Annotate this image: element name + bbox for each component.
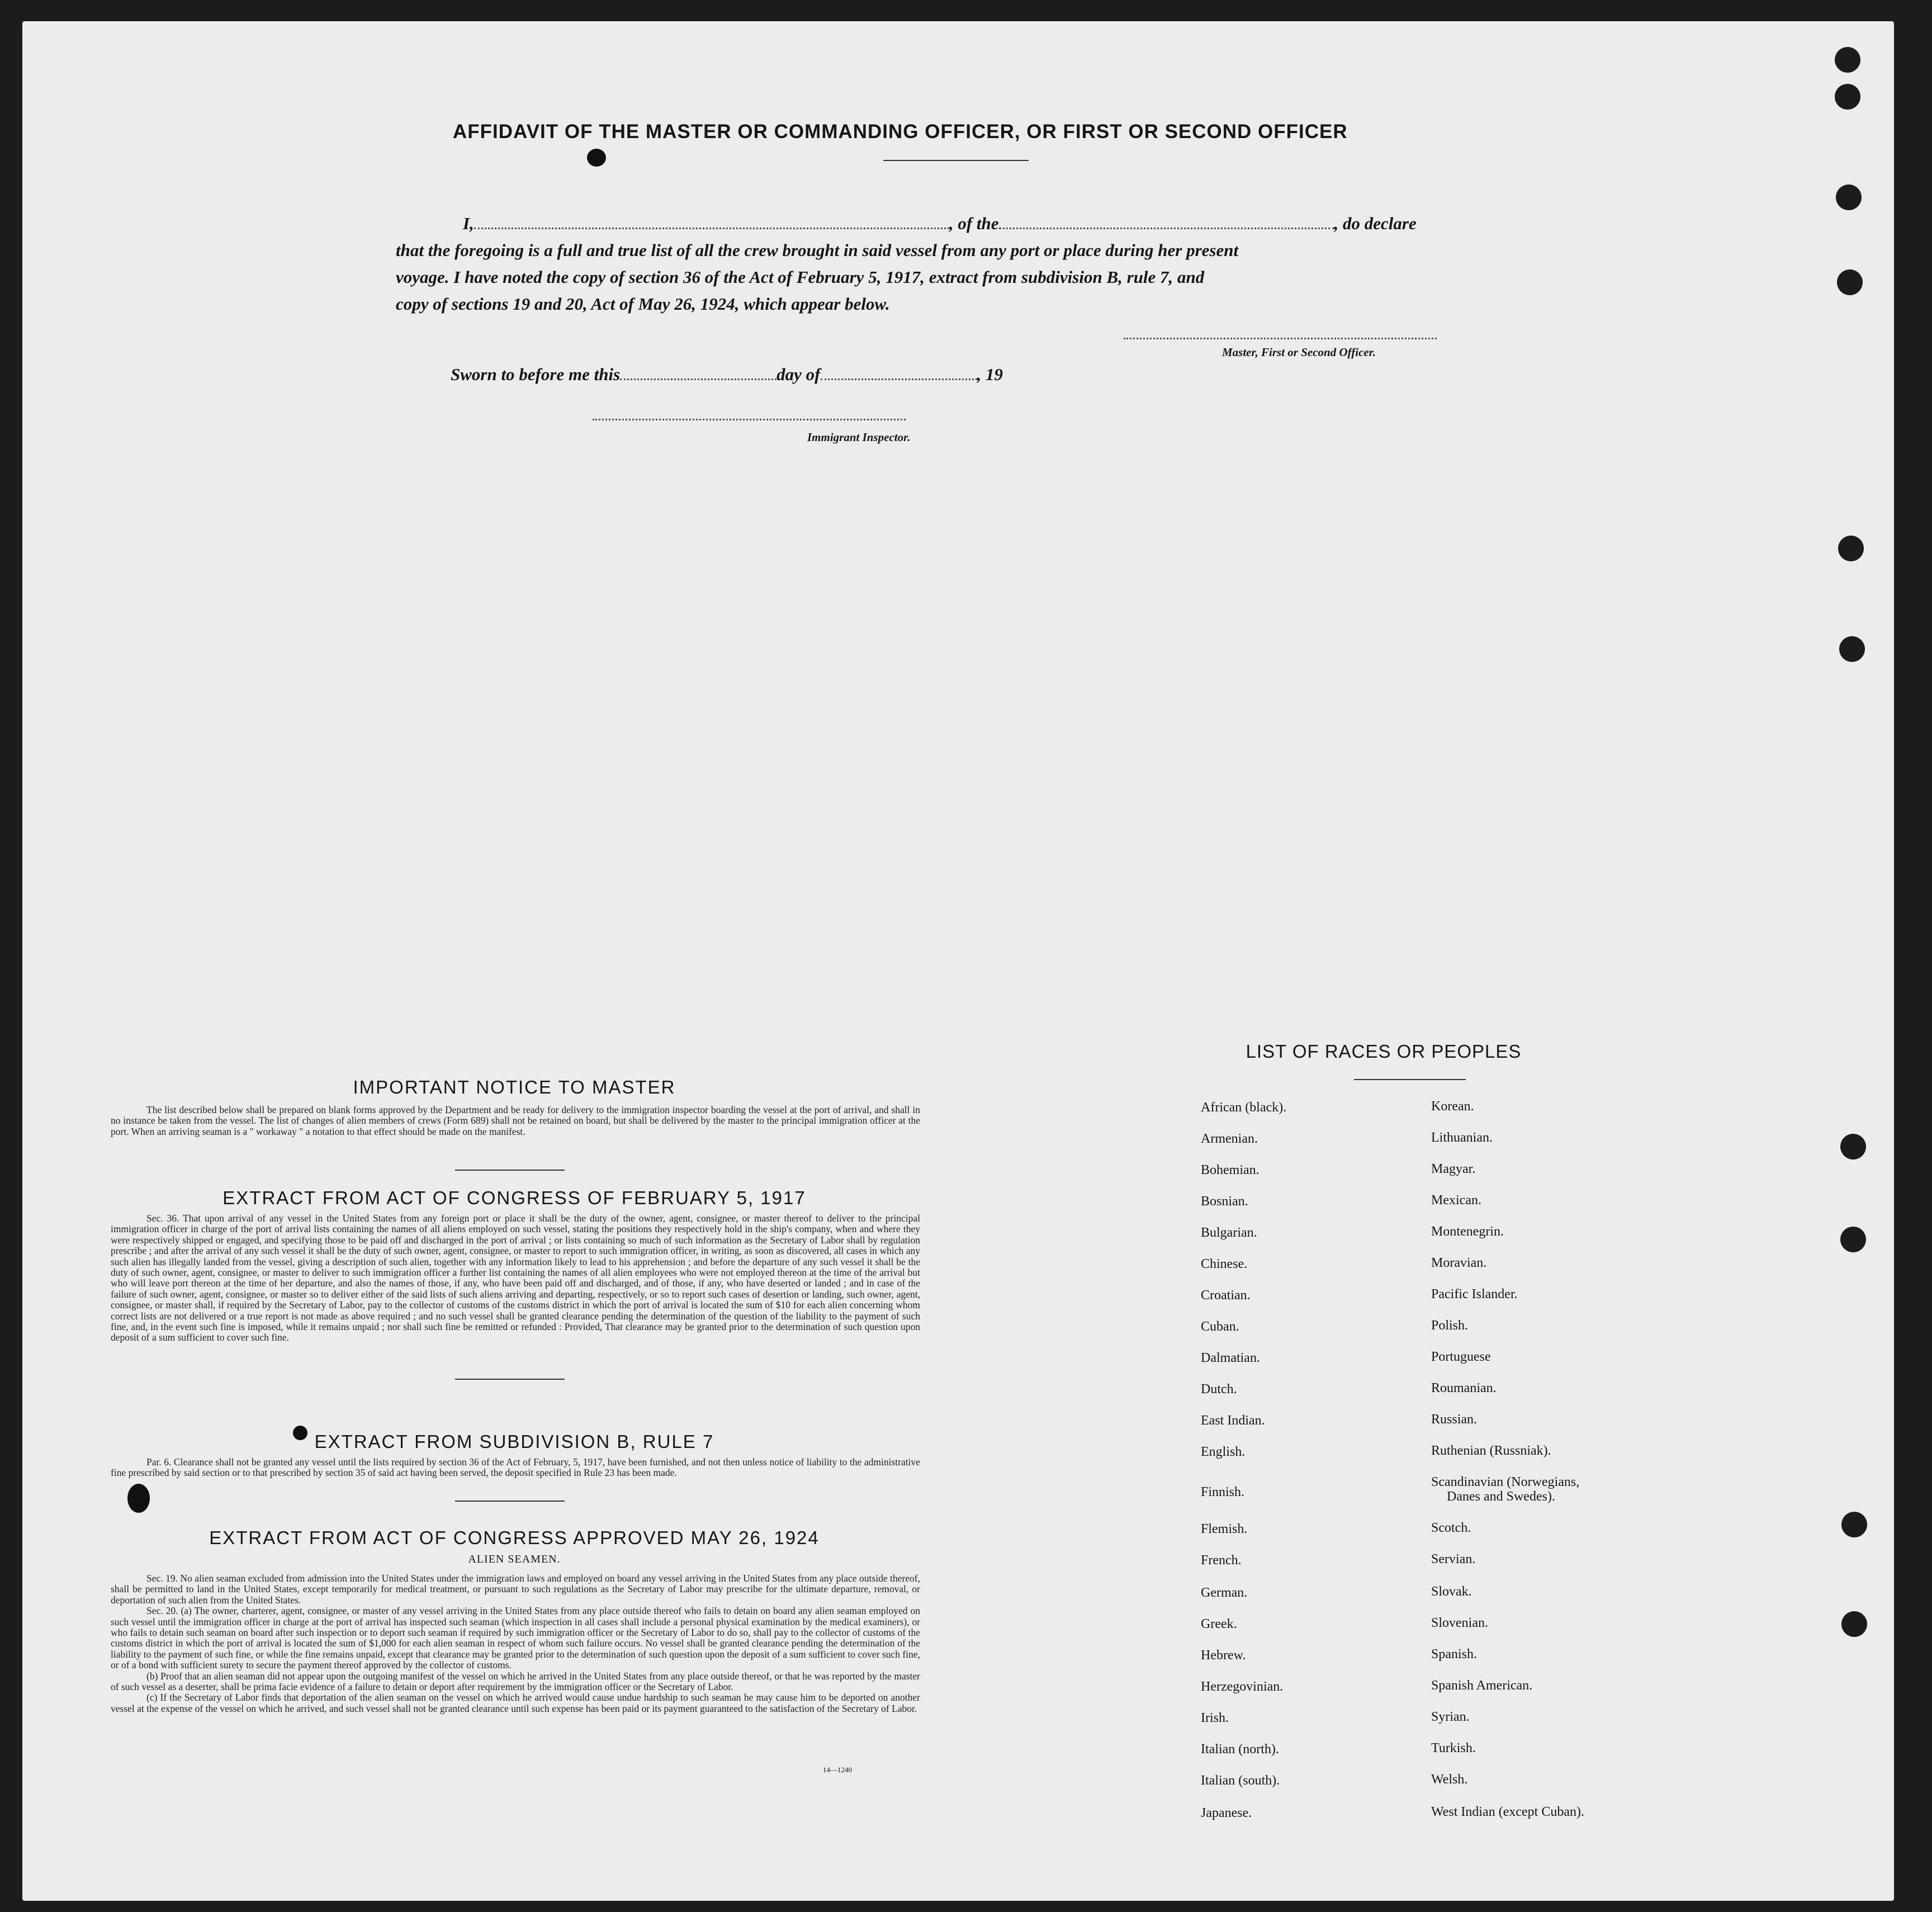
sec-19-paragraph: Sec. 19. No alien seaman excluded from admission into the United States under the immigration laws and employed on board any vessel arriving in the United States from any place outside thereof, shall be permitted to land in the United States, except temporarily for medical treatment, or pursuant to such regulations as the Secretary of Labor may prescribe for the ultimate departure, removal, or deportation of such alien from the United States.: [111, 1573, 920, 1606]
race-item: Spanish American.: [1431, 1678, 1533, 1693]
race-item: Korean.: [1431, 1099, 1474, 1114]
race-item: Bulgarian.: [1201, 1225, 1257, 1240]
race-item: Pacific Islander.: [1431, 1287, 1518, 1302]
act-1917-text: Sec. 36. That upon arrival of any vessel in the United States from any foreign port or place it shall be the duty of the owner, agent, consignee, or master thereof to deliver to the principal immigration officer in charge of the port of arrival lists containing the names of all aliens employed on such vessel, stating the positions they respectively hold in the ship's company, when and where they were respectively shipped or engaged, and specifying those to be paid off and discharged in the port of arrival ; or lists containing so much of such information as the Secretary of Labor shall by regulation prescribe ; and after the arrival of any such vessel it shall be the duty of such owner, agent, consignee, or master to report to such immigration officer, in writing, as soon as discovered, all cases in which any such alien has illegally landed from the vessel, giving a description of such alien, together with any information likely to lead to his apprehension ; and before the departure of any such vessel it shall be the duty of such owner, agent, consignee, or master to deliver to such immigration officer a further list containing the names of all alien employees who were not employed thereon at the time of the arrival but who will leave port thereon at the time of her departure, and also the names of those, if any, who have been paid off and discharged, and of those, if any, who have deserted or landed ; and in case of the failure of such owner, agent, consignee, or master so to deliver either of the said lists of such aliens arriving and departing, respectively, or so to report such cases of desertion or landing, such owner, agent, consignee, or master shall, if required by the Secretary of Labor, pay to the collector of customs of the customs district in which the port of arrival is located the sum of $10 for each alien concerning whom correct lists are not delivered or a true report is not made as above required ; and no such vessel shall be granted clearance pending the determination of the question of the liability to the payment of such fine, and, in the event such fine is imposed, while it remains unpaid ; nor shall such fine be remitted or refunded : Provided, That clearance may be granted prior to the determination of such question upon deposit of a sum sufficient to cover such fine.: [111, 1213, 920, 1343]
section-divider: [455, 1501, 565, 1502]
ink-blot: [587, 149, 606, 167]
declaration-line-2: that the foregoing is a full and true list of all the crew brought in said vessel from any port or place during her present: [396, 240, 1239, 260]
race-item: German.: [1201, 1586, 1248, 1600]
rule-7-text: Par. 6. Clearance shall not be granted any vessel until the lists required by section 36 of the Act of February, 5, 1917, have been furnished, and not then unless notice of liability to the administrative fine prescribed by said section or to that prescribed by section 35 of said act having been served, the deposit specified in Rule 23 has been made.: [111, 1456, 920, 1479]
race-item: Flemish.: [1201, 1522, 1248, 1536]
race-item: Portuguese: [1431, 1350, 1491, 1364]
race-item: Magyar.: [1431, 1162, 1476, 1176]
race-item: Syrian.: [1431, 1710, 1470, 1724]
act-1924-subtitle: ALIEN SEAMEN.: [468, 1553, 561, 1565]
race-item: Cuban.: [1201, 1319, 1239, 1334]
race-item: Polish.: [1431, 1318, 1469, 1333]
race-item: Welsh.: [1431, 1772, 1468, 1787]
punch-hole: [1837, 269, 1863, 295]
notice-heading: IMPORTANT NOTICE TO MASTER: [353, 1077, 676, 1097]
punch-hole: [1836, 184, 1862, 210]
race-item: Russian.: [1431, 1412, 1478, 1427]
race-item: Italian (south).: [1201, 1773, 1280, 1788]
act-1924-text: [111, 1573, 920, 1714]
race-item: Chinese.: [1201, 1257, 1248, 1271]
punch-hole: [1840, 1227, 1866, 1252]
race-item: Montenegrin.: [1431, 1224, 1504, 1239]
form-number: 14—1240: [823, 1766, 852, 1774]
race-item: Italian (north).: [1201, 1742, 1279, 1757]
races-underline: [1354, 1079, 1466, 1080]
punch-hole: [1839, 636, 1865, 662]
race-item: Bohemian.: [1201, 1163, 1259, 1177]
act-1917-heading: EXTRACT FROM ACT OF CONGRESS OF FEBRUARY 5, 1917: [222, 1187, 806, 1208]
race-item: Irish.: [1201, 1711, 1229, 1725]
document-page: [22, 21, 1894, 1901]
race-item: Turkish.: [1431, 1741, 1476, 1755]
race-item: Dutch.: [1201, 1382, 1237, 1397]
master-signature-line[interactable]: [1124, 338, 1437, 339]
punch-hole: [1838, 536, 1864, 561]
race-item: East Indian.: [1201, 1413, 1265, 1428]
title-underline: [883, 160, 1029, 161]
race-item: Greek.: [1201, 1617, 1237, 1631]
sec-20c-paragraph: (c) If the Secretary of Labor finds that deportation of the alien seaman on the vessel on which he arrived would cause undue hardship to such seaman he may cause him to be deported on another vessel at the expense of the vessel on which he arrived, and such vessel shall not be granted clearance until such expense has been paid or its payment guaranteed to the satisfaction of the Secretary of Labor.: [111, 1692, 920, 1714]
punch-hole: [1840, 1134, 1866, 1159]
races-heading: LIST OF RACES OR PEOPLES: [1246, 1041, 1522, 1062]
punch-hole: [1841, 1611, 1867, 1637]
race-item: Scotch.: [1431, 1521, 1471, 1535]
ink-blot: [127, 1484, 150, 1513]
declaration-line-3: voyage. I have noted the copy of section 36 of the Act of February 5, 1917, extract from subdivision B, rule 7, and: [396, 267, 1205, 287]
race-item: Mexican.: [1431, 1193, 1481, 1208]
declaration-line-1: I, , of the , do declare: [463, 214, 1417, 233]
sec-20a-paragraph: Sec. 20. (a) The owner, charterer, agent, consignee, or master of any vessel arriving in the United States from any place outside thereof who fails to detain on board any alien seaman employed on such vessel until the immigration officer in charge at the port of arrival has inspected such seaman (which inspection in all cases shall include a personal physical examination by the medical examiners), or who fails to detain such seaman on board after such inspection or to deport such seaman if required by such immigration officer or the Secretary of Labor to do so, shall pay to the collector of customs of the customs district in which the port of arrival is located the sum of $1,000 for each alien seaman in respect of whom such failure occurs. No vessel shall be granted clearance pending the determination of the liability to the payment of such fine, or while the fine remains unpaid, except that clearance may be granted prior to the determination of such question upon the deposit of a sum sufficient to cover such fine, or of a bond with sufficient surety to secure the payment thereof approved by the collector of customs.: [111, 1605, 920, 1671]
race-item: Herzegovinian.: [1201, 1679, 1284, 1694]
race-item: English.: [1201, 1445, 1246, 1459]
affidavit-title: AFFIDAVIT OF THE MASTER OR COMMANDING OFFICER, OR FIRST OR SECOND OFFICER: [453, 121, 1348, 143]
race-item: African (black).: [1201, 1100, 1287, 1115]
race-item: Servian.: [1431, 1552, 1476, 1566]
race-item: Hebrew.: [1201, 1648, 1246, 1663]
race-item: Armenian.: [1201, 1132, 1258, 1146]
punch-hole: [1835, 84, 1860, 110]
notice-text: The list described below shall be prepared on blank forms approved by the Department and be ready for delivery to the immigration inspector boarding the vessel at the port of arrival, and shall in no instance be taken from the vessel. The list of changes of alien members of crews (Form 689) shall not be retained on board, but shall be delivered by the master to the principal immigration officer at the port. When an arriving seaman is a " workaway " a notation to that effect should be made on the manifest.: [111, 1104, 920, 1137]
race-item: Ruthenian (Russniak).: [1431, 1444, 1551, 1458]
race-item: Danes and Swedes).: [1447, 1489, 1555, 1504]
inspector-signature-line[interactable]: [593, 419, 906, 420]
rule-7-heading: EXTRACT FROM SUBDIVISION B, RULE 7: [314, 1431, 714, 1452]
race-item: Bosnian.: [1201, 1194, 1248, 1209]
race-item: Slovak.: [1431, 1584, 1472, 1599]
race-item: West Indian (except Cuban).: [1431, 1805, 1584, 1819]
race-item: Slovenian.: [1431, 1616, 1488, 1630]
race-item: Moravian.: [1431, 1256, 1487, 1270]
race-item: Finnish.: [1201, 1485, 1245, 1499]
race-item: Roumanian.: [1431, 1381, 1497, 1395]
inspector-caption: Immigrant Inspector.: [807, 430, 911, 444]
punch-hole: [1841, 1512, 1867, 1537]
act-1924-heading: EXTRACT FROM ACT OF CONGRESS APPROVED MAY 26, 1924: [209, 1527, 820, 1548]
race-item: Croatian.: [1201, 1288, 1251, 1303]
race-item: Dalmatian.: [1201, 1351, 1260, 1365]
section-divider: [455, 1379, 565, 1380]
sec-20b-paragraph: (b) Proof that an alien seaman did not appear upon the outgoing manifest of the vessel on which he arrived in the United States from any place outside thereof, or that he was reported by the master of such vessel as a deserter, shall be prima facie evidence of a failure to detain or deport after requirement by the immigration officer or the Secretary of Labor.: [111, 1670, 920, 1693]
section-divider: [455, 1170, 565, 1171]
sworn-line: Sworn to before me this day of , 19: [451, 365, 1003, 384]
master-caption: Master, First or Second Officer.: [1222, 346, 1376, 359]
punch-hole: [1835, 47, 1860, 73]
race-item: French.: [1201, 1553, 1242, 1568]
race-item: Japanese.: [1201, 1806, 1252, 1820]
race-item: Scandinavian (Norwegians,: [1431, 1475, 1580, 1489]
race-item: Spanish.: [1431, 1647, 1478, 1662]
race-item: Lithuanian.: [1431, 1130, 1493, 1145]
declaration-line-4: copy of sections 19 and 20, Act of May 26, 1924, which appear below.: [396, 294, 890, 314]
